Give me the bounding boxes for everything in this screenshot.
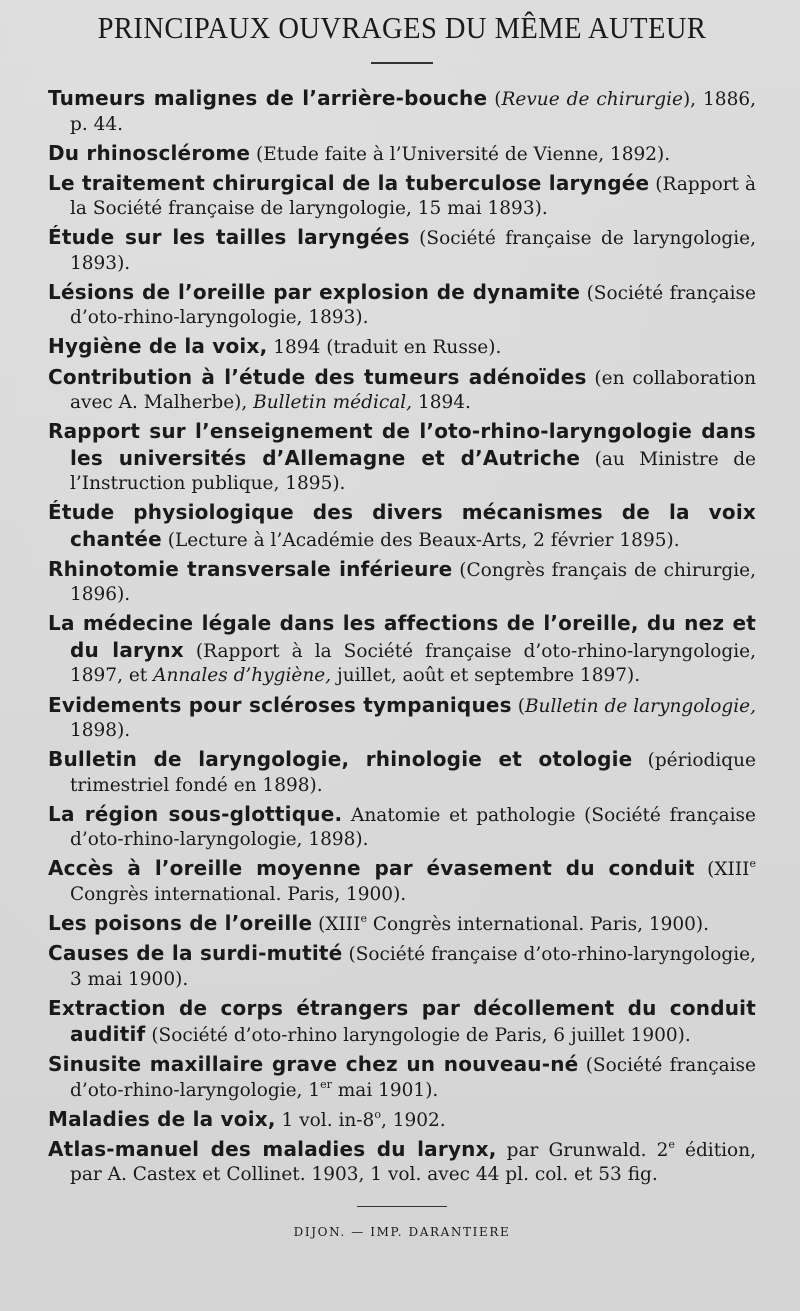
work-publication: Bulletin médical, [253,392,413,414]
work-details: (XIII [694,859,750,881]
work-details: (Société d’oto-rhino laryngologie de Paris, 6 juillet 1900). [145,1025,691,1047]
work-entry [48,996,756,1049]
work-title: Extraction de corps étrangers par décollement du conduit auditif [48,995,756,1047]
work-details: (Rapport à la Société française d’oto-rhino-laryngologie, 1897, et [70,640,756,687]
work-entry [48,334,756,361]
work-details: (au Ministre de l’Instruction publique, 1895). [70,448,756,495]
work-title: Contribution à l’étude des tumeurs adénoïdes [48,364,587,389]
works-list [48,86,756,1188]
work-entry [48,419,756,497]
footer-divider [357,1206,447,1207]
work-superscript: er [320,1077,332,1091]
work-details: ( [511,695,525,717]
work-details-end: Congrès international. Paris, 1900). [366,913,710,935]
work-entry [48,693,756,744]
work-entry [48,500,756,553]
work-title: Rhinotomie transversale inférieure [48,556,453,581]
title-divider [371,62,433,64]
work-entry [48,365,756,416]
work-title: Étude sur les tailles laryngées [48,225,410,250]
work-details: 1 vol. in-8 [275,1109,375,1131]
work-title: Bulletin de laryngologie, rhinologie et otologie [48,747,633,772]
work-title: Les poisons de l’oreille [48,910,313,935]
work-details: (Société française de laryngologie, 1893). [70,228,756,274]
work-details: (Lecture à l’Académie des Beaux-Arts, 2 février 1895). [161,529,680,551]
work-publication: Bulletin de laryngologie, [524,695,757,717]
work-details: (en collaboration avec A. Malherbe), [70,367,756,414]
work-details-end: , 1902. [380,1109,446,1131]
work-details-end: 1894. [412,392,471,414]
work-publication: Annales d’hygiène, [153,665,332,687]
page-title: PRINCIPAUX OUVRAGES DU MÊME AUTEUR [97,10,707,45]
work-title: La région sous-glottique. [48,801,343,826]
work-title: Maladies de la voix, [48,1106,276,1131]
work-details: ( [487,89,502,110]
work-entry [48,1137,756,1188]
work-title: Hygiène de la voix, [48,334,268,359]
work-title: Tumeurs malignes de l’arrière-bouche [48,86,488,110]
work-title: Rapport sur l’enseignement de l’oto-rhino-laryngologie dans les universités d’Allemagne et d’Autriche [48,419,756,470]
work-details: (Société française d’oto-rhino-laryngologie, 3 mai 1900). [70,944,756,990]
work-entry [48,557,756,608]
work-details: Anatomie et pathologie (Société française d’oto-rhino-laryngologie, 1898). [70,804,756,851]
work-superscript: e [668,1137,675,1151]
work-entry [48,747,756,798]
work-title: Lésions de l’oreille par explosion de dynamite [48,279,581,304]
work-entry [48,171,756,222]
work-superscript: e [749,857,756,871]
work-entry [48,856,756,907]
work-entry [48,802,756,853]
work-title: Le traitement chirurgical de la tuberculose laryngée [48,170,650,195]
work-entry [48,225,756,276]
work-details-end: édition, par A. Castex et Collinet. 1903, 1 vol. avec 44 pl. col. et 53 fig. [70,1139,756,1186]
work-entry [48,280,756,331]
work-title: La médecine légale dans les affections de l’oreille, du nez et du larynx [48,611,756,662]
work-title: Du rhinosclérome [48,140,251,165]
work-entry [48,86,756,137]
work-details-end: ), 1886, p. 44. [70,89,756,135]
work-details: (Société française d’oto-rhino-laryngologie, 1893). [70,282,756,329]
work-entry [48,1107,756,1134]
work-title: Causes de la surdi-mutité [48,941,343,965]
work-details: (XIII [312,913,361,935]
work-details: (périodique trimestriel fondé en 1898). [70,750,756,796]
work-details-end: Congrès international. Paris, 1900). [70,883,407,905]
printer-imprint: DIJON. — IMP. DARANTIERE [293,1224,511,1239]
work-title: Étude physiologique des divers mécanismes de la voix chantée [48,500,756,551]
work-details: par Grunwald. 2 [496,1139,669,1161]
work-entry [48,911,756,938]
work-details: 1894 (traduit en Russe). [267,337,502,359]
work-superscript: o [374,1107,381,1121]
work-superscript: e [360,911,367,925]
work-details: (Congrès français de chirurgie, 1896). [70,559,757,606]
work-title: Evidements pour scléroses tympaniques [48,692,512,717]
work-details: (Rapport à la Société française de laryngologie, 15 mai 1893). [70,173,756,220]
work-title: Sinusite maxillaire grave chez un nouveau-né [48,1052,579,1077]
work-entry [48,141,756,168]
work-publication: Revue de chirurgie [501,89,683,110]
work-title: Atlas-manuel des maladies du larynx, [48,1136,497,1161]
work-details-end: mai 1901). [331,1079,439,1101]
work-details: (Etude faite à l’Université de Vienne, 1892). [250,143,671,165]
work-title: Accès à l’oreille moyenne par évasement du conduit [48,856,695,881]
work-details: (Société française d’oto-rhino-laryngologie, 1 [70,1055,756,1101]
work-details-end: 1898). [70,720,131,742]
work-entry [48,1052,756,1103]
work-entry [48,941,756,992]
work-details-end: juillet, août et septembre 1897). [331,665,641,687]
work-entry [48,611,756,689]
